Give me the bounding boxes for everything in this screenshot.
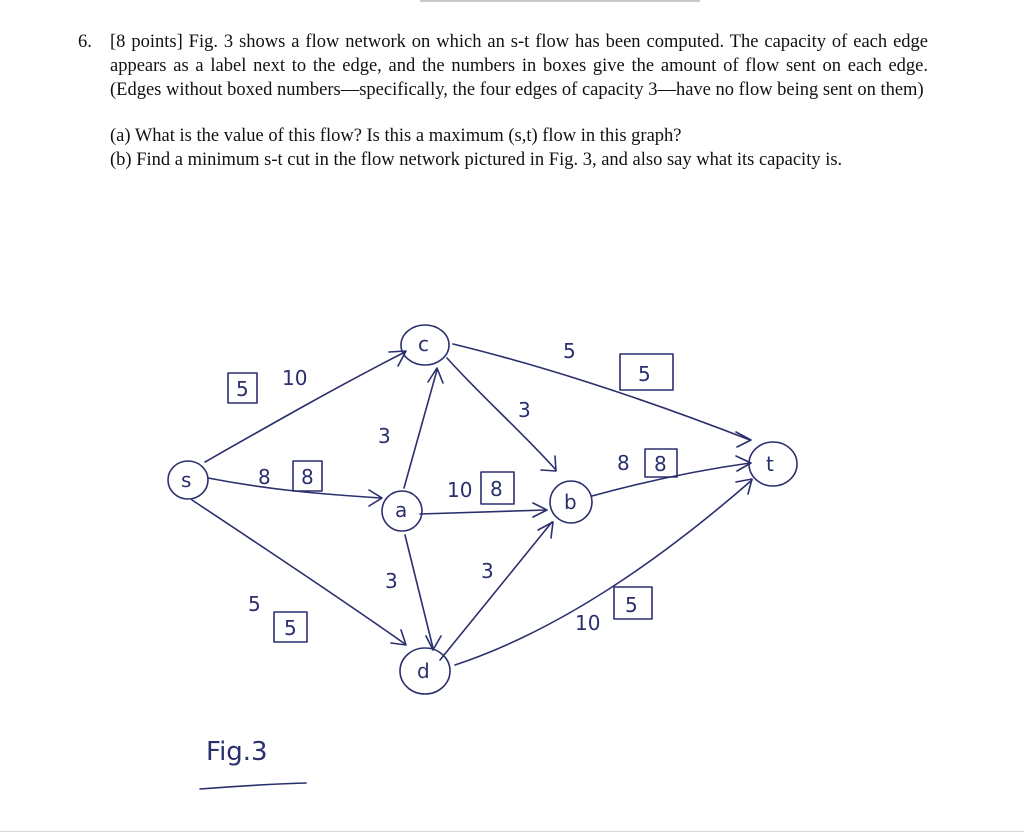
- edge-d-b: [440, 522, 552, 660]
- node-d: [400, 648, 450, 694]
- capacity-label-d-t: 10: [575, 611, 601, 635]
- figure-caption-underline: [200, 783, 306, 789]
- capacity-label-s-d: 5: [248, 592, 261, 616]
- node-c: [401, 325, 449, 365]
- edge-a-c: [404, 370, 437, 488]
- capacity-label-b-t: 8: [617, 451, 630, 475]
- arrowheads: [369, 351, 752, 650]
- flow-label-s-c: 5: [236, 377, 249, 401]
- flow-label-s-d: 5: [284, 616, 297, 640]
- part-b-text: (b) Find a minimum s-t cut in the flow network pictured in Fig. 3, and also say what its capacity is.: [110, 150, 843, 170]
- capacity-label-s-c: 10: [282, 366, 308, 390]
- edge-a-b: [420, 510, 546, 514]
- flow-label-d-t: 5: [625, 593, 638, 617]
- edge-s-a: [208, 478, 381, 498]
- question-number: 6.: [78, 32, 92, 52]
- flow-box-d-t: [614, 587, 652, 619]
- capacity-label-a-d: 3: [385, 569, 398, 593]
- node-s-label: s: [181, 468, 192, 492]
- capacity-label-a-b: 10: [447, 478, 473, 502]
- capacity-label-c-t: 5: [563, 339, 576, 363]
- capacity-label-a-c: 3: [378, 424, 391, 448]
- node-t-label: t: [766, 452, 774, 476]
- flow-box-s-a: [293, 461, 322, 491]
- part-a-text: (a) What is the value of this flow? Is this a maximum (s,t) flow in this graph?: [110, 126, 682, 146]
- figure-caption: [200, 737, 306, 789]
- edge-d-t: [455, 480, 752, 665]
- flow-label-b-t: 8: [654, 452, 667, 476]
- node-b: [550, 481, 592, 523]
- arrowhead-c-b: [541, 456, 556, 471]
- edges: [192, 344, 752, 665]
- edge-a-d: [405, 535, 433, 648]
- node-a: [382, 491, 422, 531]
- flow-label-a-b: 8: [490, 477, 503, 501]
- figure-caption-text: Fig.3: [206, 737, 268, 767]
- flow-box-s-c: [228, 373, 257, 403]
- edge-s-d: [192, 498, 408, 644]
- capacity-label-c-b: 3: [518, 398, 531, 422]
- edge-b-t: [592, 463, 750, 496]
- node-s: [168, 461, 208, 499]
- flow-box-b-t: [645, 449, 677, 477]
- arrowhead-c-t: [736, 432, 751, 447]
- node-b-label: b: [564, 490, 577, 514]
- flow-box-a-b: [481, 472, 514, 504]
- flow-box-c-t: [620, 354, 673, 390]
- node-c-label: c: [418, 332, 429, 356]
- node-t: [749, 442, 797, 486]
- node-a-label: a: [395, 498, 408, 522]
- node-d-label: d: [417, 659, 430, 683]
- edge-c-b: [447, 358, 556, 470]
- flow-label-c-t: 5: [638, 362, 651, 386]
- flow-box-s-d: [274, 612, 307, 642]
- question-text: [8 points] Fig. 3 shows a flow network on which an s-t flow has been computed. The capacity of each edge appears as a label next to the edge, and the numbers in boxes give the amount of flow sent on each edge. (Edges without boxed numbers—specifically, the four edges of capacity 3—have no flow being sent on them): [110, 32, 928, 100]
- capacity-label-d-b: 3: [481, 559, 494, 583]
- flow-label-s-a: 8: [301, 465, 314, 489]
- page-bottom-rule: [0, 831, 1024, 832]
- edge-c-t: [453, 344, 750, 440]
- capacity-label-s-a: 8: [258, 465, 271, 489]
